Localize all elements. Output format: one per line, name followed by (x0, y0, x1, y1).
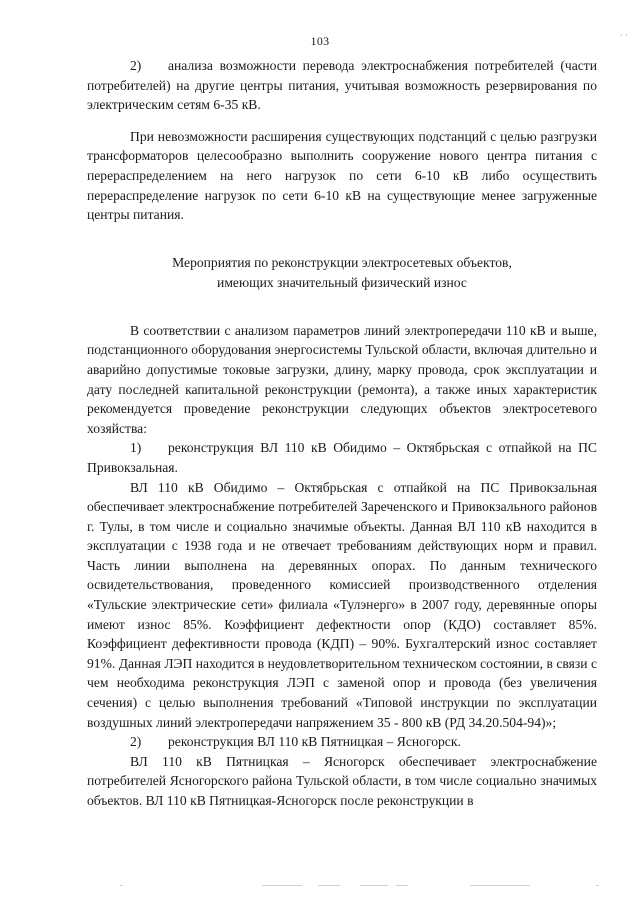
document-body (87, 56, 597, 811)
list-item-2-top (87, 56, 597, 115)
section-heading-line-2: имеющих значительный физический износ (217, 274, 467, 290)
paragraph-obidimo-line: ВЛ 110 кВ Обидимо – Октябрьская с отпайкой на ПС Привокзальная обеспечивает электроснабжение потребителей Зареченского и Привокзального районов г. Тулы, в том числе и социально значимые объекты. Данная ВЛ 110 кВ находится в эксплуатации с 1938 года и не отвечает требованиям действующих норм и правил. Часть линии выполнена на деревянных опорах. По данным технического освидетельствования, проведенного комиссией производственного отделения «Тульские электрические сети» филиала «Тулэнерго» в 2007 году, деревянные опоры имеют износ 85%. Коэффициент дефектности опор (КДО) составляет 85%. Коэффициент дефективности провода (КДП) – 90%. Бухгалтерский износ составляет 91%. Данная ЛЭП находится в неудовлетворительном техническом состоянии, в связи с чем необходима реконструкция ЛЭП с заменой опор и провода (без увеличения сечения) с целью выполнения требований «Типовой инструкции по эксплуатации воздушных линий электропередачи напряжением 35 - 800 кВ (РД 34.20.504-94)»; (87, 479, 597, 730)
scan-artifacts (0, 885, 640, 891)
section-heading (87, 253, 597, 293)
paragraph-new-center: При невозможности расширения существующих подстанций с целью разгрузки трансформаторов целесообразно выполнить сооружение нового центра питания с перераспределением на него нагрузок по сети 6-10 кВ либо осуществить перераспределение нагрузок по сети 6-10 кВ на существующие менее загруженные центры питания. (87, 128, 597, 223)
list-item-1 (87, 438, 597, 477)
list-item-number: 2) (130, 734, 142, 750)
list-item-text: реконструкция ВЛ 110 кВ Пятницкая – Ясногорск. (168, 734, 461, 750)
list-item-text: реконструкция ВЛ 110 кВ Обидимо – Октябрьская с отпайкой на ПС Привокзальная. (87, 440, 597, 475)
section-heading-line-1: Мероприятия по реконструкции электросетевых объектов, (172, 254, 512, 270)
list-item-number: 1) (130, 440, 142, 456)
paragraph-pyatnitskaya-line: ВЛ 110 кВ Пятницкая – Ясногорск обеспечивает электроснабжение потребителей Ясногорского района Тульской области, в том числе социально значимых объектов. ВЛ 110 кВ Пятницкая-Ясногорск после реконструкции в (87, 753, 597, 808)
list-item-number: 2) (130, 58, 142, 73)
paragraph-analysis: В соответствии с анализом параметров линий электропередачи 110 кВ и выше, подстанционного оборудования энергосистемы Тульской области, включая длительно и аварийно допустимые токовые загрузки, длину, марку провода, срок эксплуатации и дату последней капитальной реконструкции (ремонта), а также иных характеристик рекомендуется проведение реконструкции следующих объектов электросетевого хозяйства: (87, 322, 597, 436)
corner-scan-mark: · · (619, 30, 628, 40)
page-number: 103 (310, 34, 330, 48)
list-item-text: анализа возможности перевода электроснабжения потребителей (части потребителей) на другие центры питания, учитывая возможность резервирования по электрическим сетям 6-35 кВ. (87, 58, 597, 113)
list-item-2 (87, 732, 597, 752)
